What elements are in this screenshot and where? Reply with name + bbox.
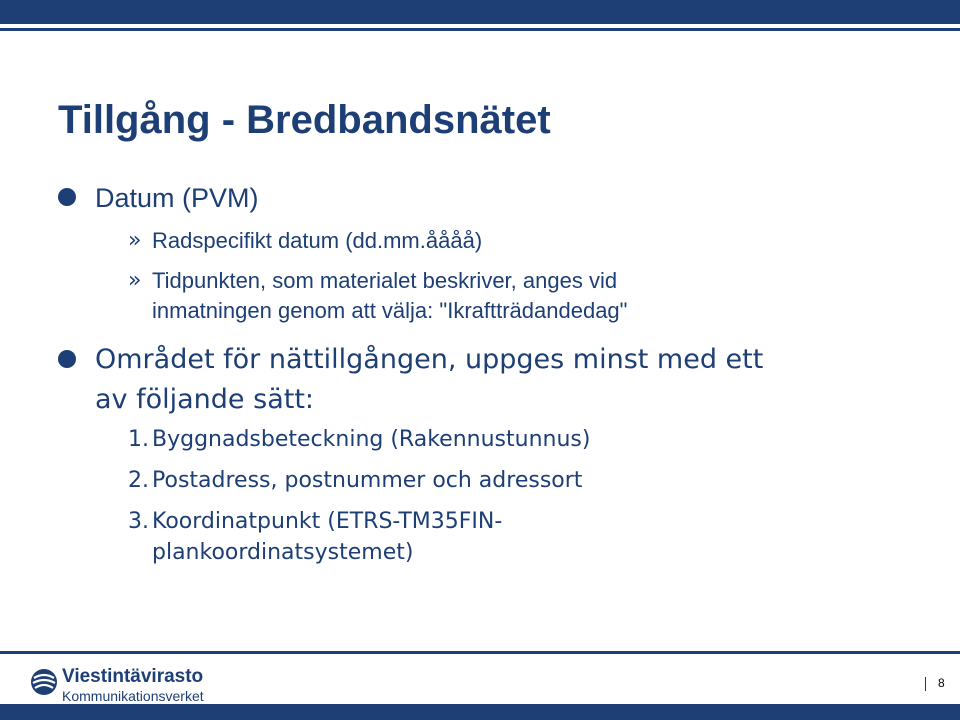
num-3: 3.	[128, 509, 149, 534]
numbered-1: Byggnadsbeteckning (Rakennustunnus)	[152, 427, 591, 452]
num-2: 2.	[128, 468, 149, 493]
subitem-2: Tidpunkten, som materialet beskriver, anges vid	[152, 268, 618, 293]
page-number: 8	[938, 676, 945, 690]
page-number-separator	[925, 677, 926, 691]
bullet-dot-1	[58, 188, 76, 206]
footer-line	[0, 651, 960, 654]
num-1: 1.	[128, 427, 149, 452]
arrow-2: »	[128, 268, 142, 293]
subitem-1: Radspecifikt datum (dd.mm.åååå)	[152, 228, 483, 253]
bullet-dot-2	[58, 350, 76, 368]
bullet-2-text-line2: av följande sätt:	[95, 384, 315, 415]
bottom-bar	[0, 704, 960, 720]
numbered-2: Postadress, postnummer och adressort	[152, 468, 583, 493]
arrow-1: »	[128, 228, 142, 253]
slide-title: Tillgång - Bredbandsnätet	[58, 98, 551, 142]
bullet-1-text: Datum (PVM)	[95, 183, 259, 213]
logo-name: Viestintävirasto	[62, 666, 204, 687]
globe-icon	[30, 668, 58, 696]
logo-subtitle: Kommunikationsverket	[62, 688, 204, 704]
top-bar	[0, 0, 960, 24]
numbered-3: Koordinatpunkt (ETRS-TM35FIN-	[152, 509, 503, 534]
subitem-2-cont: inmatningen genom att välja: "Ikraftträdandedag"	[152, 298, 628, 323]
numbered-3-cont: plankoordinatsystemet)	[152, 540, 414, 565]
top-stripe	[0, 28, 960, 31]
bullet-2-text-line1: Området för nättillgången, uppges minst med ett	[95, 344, 764, 375]
